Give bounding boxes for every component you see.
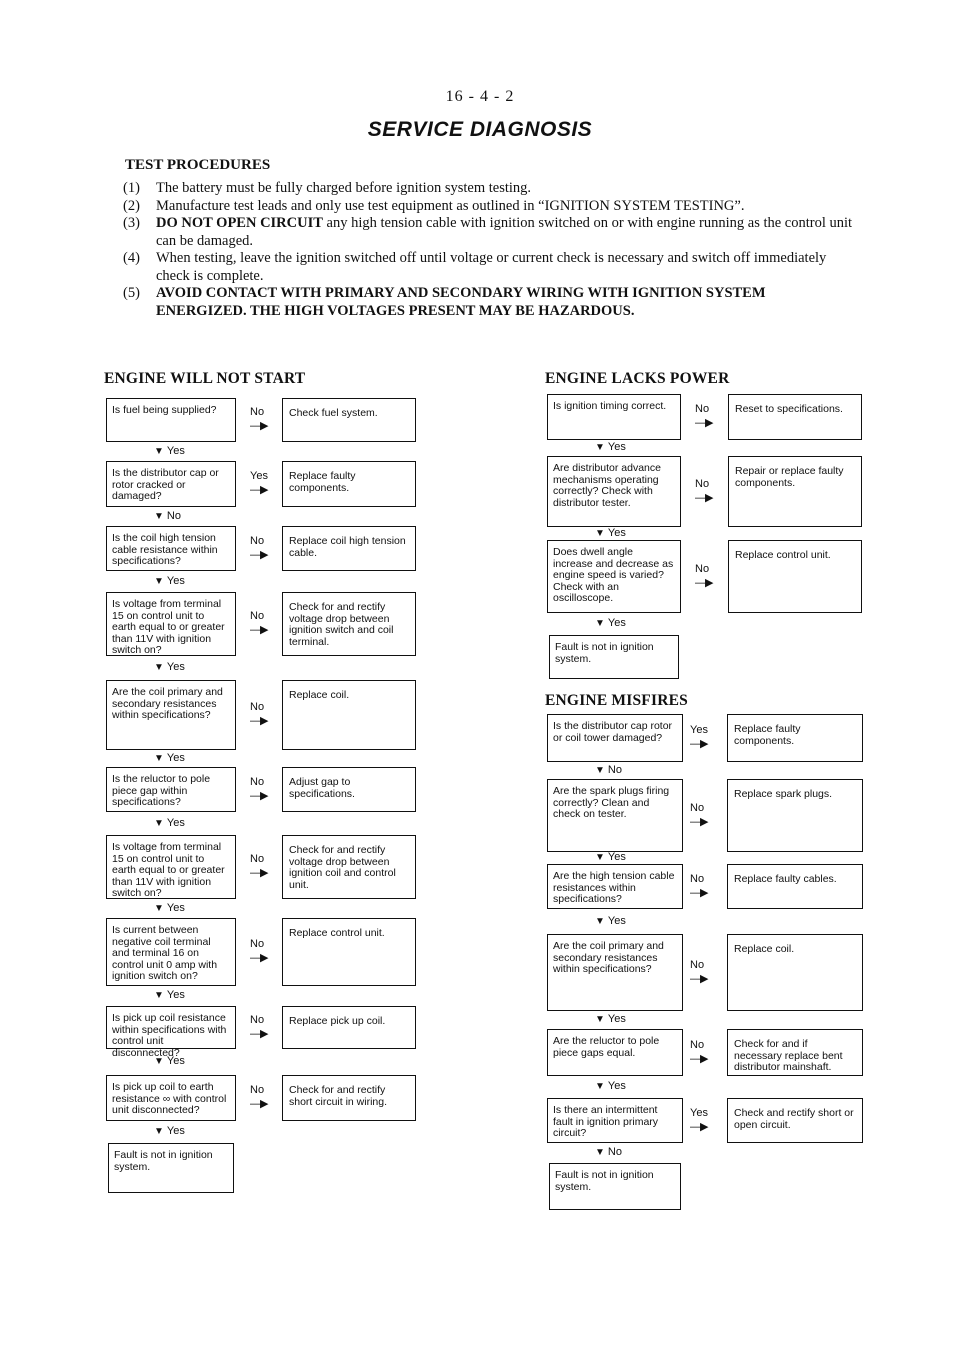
arrow-down-icon: ▼ bbox=[154, 510, 164, 522]
end-box: Fault is not in ignition system. bbox=[108, 1143, 234, 1193]
down-label: Yes bbox=[166, 574, 185, 587]
action-box: Replace faulty components. bbox=[282, 461, 416, 507]
arrow-down-icon: ▼ bbox=[595, 618, 605, 629]
question-box: Is voltage from terminal 15 on control unit to earth equal to or greater than 11V with ignition switch on? bbox=[106, 592, 236, 656]
branch-label: No bbox=[690, 958, 705, 971]
arrow-right-icon: —▶ bbox=[690, 815, 708, 828]
will-not-start-title: ENGINE WILL NOT START bbox=[104, 370, 306, 387]
action-box: Replace coil high tension cable. bbox=[282, 526, 416, 571]
arrow-down-icon: ▼ bbox=[595, 764, 605, 776]
action-box: Replace control unit. bbox=[728, 540, 862, 613]
question-box: Are the coil primary and secondary resistances within specifications? bbox=[547, 934, 683, 1011]
procedure-number: (5) bbox=[123, 285, 140, 301]
action-box: Check and rectify short or open circuit. bbox=[727, 1098, 863, 1143]
procedure-number: (2) bbox=[123, 197, 140, 214]
procedure-number: (1) bbox=[123, 180, 140, 196]
action-box: Check for and rectify short circuit in wiring. bbox=[282, 1075, 416, 1121]
arrow-right-icon: —▶ bbox=[250, 548, 268, 561]
question-box: Is current between negative coil terminal and terminal 16 on control unit 0 amp with ignition switch on? bbox=[106, 918, 236, 986]
action-box: Check for and rectify voltage drop between ignition switch and coil terminal. bbox=[282, 592, 416, 656]
arrow-right-icon: —▶ bbox=[250, 715, 268, 727]
branch-label: No bbox=[695, 403, 710, 415]
branch-label: No bbox=[695, 562, 710, 575]
procedure-bold-text: AVOID CONTACT WITH PRIMARY AND SECONDARY WIRING WITH IGNITION SYSTEM ENERGIZED. THE HIGH VOLTAGES PRESENT MAY BE HAZARDOUS. bbox=[156, 285, 766, 319]
question-box: Is ignition timing correct. bbox=[547, 394, 681, 440]
branch-label: No bbox=[250, 938, 265, 950]
procedure-item bbox=[123, 180, 853, 198]
arrow-down-icon: ▼ bbox=[595, 1081, 605, 1092]
question-box: Are the reluctor to pole piece gaps equal. bbox=[547, 1029, 683, 1076]
down-connector bbox=[595, 617, 626, 630]
down-label: Yes bbox=[607, 1080, 626, 1092]
down-label: Yes bbox=[166, 1125, 185, 1137]
end-box: Fault is not in ignition system. bbox=[549, 1163, 681, 1210]
branch-label: Yes bbox=[250, 470, 268, 482]
branch-label: No bbox=[250, 1084, 265, 1096]
branch-connector bbox=[690, 959, 730, 985]
question-box: Is the coil high tension cable resistance within specifications? bbox=[106, 526, 236, 571]
action-box: Replace faulty components. bbox=[727, 714, 863, 762]
question-box: Is the distributor cap rotor or coil tower damaged? bbox=[547, 714, 683, 762]
down-label: Yes bbox=[607, 441, 626, 453]
arrow-right-icon: —▶ bbox=[690, 738, 708, 750]
down-connector bbox=[595, 851, 626, 864]
down-label: No bbox=[166, 509, 181, 522]
down-label: Yes bbox=[607, 617, 626, 629]
branch-label: No bbox=[250, 701, 265, 713]
procedure-number: (3) bbox=[123, 215, 140, 231]
down-label: Yes bbox=[166, 444, 185, 457]
procedure-text: The battery must be fully charged before ignition system testing. bbox=[156, 180, 532, 196]
action-box: Replace spark plugs. bbox=[727, 779, 863, 852]
question-box: Is the distributor cap or rotor cracked or damaged? bbox=[106, 461, 236, 507]
question-box: Is pick up coil resistance within specifications with control unit disconnected? bbox=[106, 1006, 236, 1049]
arrow-right-icon: —▶ bbox=[695, 576, 713, 589]
procedure-text: When testing, leave the ignition switched off until voltage or current check is necessary and switch off immediately check is complete. bbox=[156, 250, 827, 284]
down-connector bbox=[595, 915, 626, 928]
down-label: Yes bbox=[166, 751, 185, 764]
action-box: Repair or replace faulty components. bbox=[728, 456, 862, 527]
test-procedures-heading: TEST PROCEDURES bbox=[125, 157, 271, 173]
arrow-down-icon: ▼ bbox=[154, 1056, 164, 1067]
procedure-text: Manufacture test leads and only use test equipment as outlined in “IGNITION SYSTEM TESTING”. bbox=[156, 197, 745, 214]
procedure-item bbox=[123, 285, 853, 320]
action-box: Replace pick up coil. bbox=[282, 1006, 416, 1049]
arrow-right-icon: —▶ bbox=[250, 420, 268, 432]
branch-label: No bbox=[250, 534, 265, 547]
arrow-right-icon: —▶ bbox=[250, 484, 268, 496]
action-box: Replace coil. bbox=[282, 680, 416, 750]
branch-connector bbox=[690, 802, 730, 828]
arrow-right-icon: —▶ bbox=[250, 1027, 268, 1040]
action-box: Adjust gap to specifications. bbox=[282, 767, 416, 812]
procedure-item bbox=[123, 215, 853, 250]
action-box: Replace faulty cables. bbox=[727, 864, 863, 909]
arrow-right-icon: —▶ bbox=[690, 1052, 708, 1065]
arrow-right-icon: —▶ bbox=[690, 972, 708, 985]
question-box: Is voltage from terminal 15 on control unit to earth equal to or greater than 11V with ignition switch on? bbox=[106, 835, 236, 899]
arrow-right-icon: —▶ bbox=[250, 867, 268, 879]
procedure-item bbox=[123, 250, 853, 285]
arrow-down-icon: ▼ bbox=[154, 817, 164, 829]
arrow-down-icon: ▼ bbox=[595, 852, 605, 863]
branch-label: No bbox=[250, 610, 265, 622]
branch-label: No bbox=[695, 477, 710, 490]
arrow-right-icon: —▶ bbox=[250, 624, 268, 636]
action-box: Check for and if necessary replace bent distributor mainshaft. bbox=[727, 1029, 863, 1076]
down-connector bbox=[595, 1146, 622, 1159]
down-connector bbox=[154, 445, 185, 458]
question-box: Is the reluctor to pole piece gap within specifications? bbox=[106, 767, 236, 812]
arrow-down-icon: ▼ bbox=[154, 902, 164, 914]
procedure-bold-text: DO NOT OPEN CIRCUIT bbox=[156, 215, 323, 231]
down-connector bbox=[154, 902, 185, 915]
down-label: Yes bbox=[166, 1055, 185, 1067]
procedure-item bbox=[123, 198, 853, 216]
arrow-right-icon: —▶ bbox=[250, 789, 268, 802]
branch-label: No bbox=[250, 406, 265, 418]
branch-label: Yes bbox=[690, 724, 708, 736]
question-box: Is pick up coil to earth resistance ∞ with control unit disconnected? bbox=[106, 1075, 236, 1121]
down-label: Yes bbox=[166, 816, 185, 829]
branch-label: No bbox=[690, 872, 705, 885]
down-label: Yes bbox=[607, 1013, 626, 1025]
down-label: Yes bbox=[607, 914, 626, 927]
arrow-down-icon: ▼ bbox=[154, 445, 164, 457]
arrow-right-icon: —▶ bbox=[690, 886, 708, 899]
arrow-right-icon: —▶ bbox=[250, 1098, 268, 1110]
branch-label: No bbox=[250, 853, 265, 865]
down-label: Yes bbox=[166, 989, 185, 1001]
page-title: SERVICE DIAGNOSIS bbox=[367, 118, 593, 141]
misfires-title: ENGINE MISFIRES bbox=[545, 692, 688, 709]
arrow-right-icon: —▶ bbox=[250, 952, 268, 964]
arrow-down-icon: ▼ bbox=[595, 1147, 605, 1158]
question-box: Are the spark plugs firing correctly? Clean and check on tester. bbox=[547, 779, 683, 852]
down-connector bbox=[154, 661, 185, 674]
branch-label: No bbox=[250, 775, 265, 788]
down-connector bbox=[595, 1013, 626, 1026]
question-box: Are the high tension cable resistances within specifications? bbox=[547, 864, 683, 909]
lacks-power-title: ENGINE LACKS POWER bbox=[545, 370, 730, 387]
down-connector bbox=[154, 817, 185, 830]
arrow-down-icon: ▼ bbox=[154, 752, 164, 764]
arrow-down-icon: ▼ bbox=[154, 662, 164, 673]
branch-connector bbox=[690, 873, 730, 899]
arrow-down-icon: ▼ bbox=[595, 915, 605, 927]
procedure-number: (4) bbox=[123, 250, 140, 266]
down-label: No bbox=[607, 1146, 622, 1158]
branch-label: No bbox=[690, 1038, 705, 1051]
branch-connector bbox=[690, 1039, 730, 1065]
down-connector bbox=[154, 989, 185, 1002]
action-box: Check fuel system. bbox=[282, 398, 416, 442]
question-box: Are distributor advance mechanisms operating correctly? Check with distributor tester. bbox=[547, 456, 681, 527]
arrow-down-icon: ▼ bbox=[595, 527, 605, 539]
question-box: Is fuel being supplied? bbox=[106, 398, 236, 442]
down-label: Yes bbox=[166, 661, 185, 673]
down-connector bbox=[595, 527, 626, 540]
down-label: No bbox=[607, 763, 622, 776]
down-connector bbox=[595, 1080, 626, 1093]
down-connector bbox=[154, 510, 181, 523]
branch-label: No bbox=[250, 1013, 265, 1026]
down-connector bbox=[154, 752, 185, 765]
question-box: Are the coil primary and secondary resistances within specifications? bbox=[106, 680, 236, 750]
arrow-right-icon: —▶ bbox=[695, 417, 713, 429]
down-connector bbox=[154, 1055, 185, 1068]
down-connector bbox=[595, 441, 626, 454]
action-box: Check for and rectify voltage drop between ignition coil and control unit. bbox=[282, 835, 416, 899]
arrow-right-icon: —▶ bbox=[695, 491, 713, 504]
arrow-down-icon: ▼ bbox=[154, 1126, 164, 1137]
arrow-down-icon: ▼ bbox=[595, 442, 605, 453]
action-box: Replace coil. bbox=[727, 934, 863, 1011]
page-number: 16 - 4 - 2 bbox=[445, 88, 515, 105]
branch-label: Yes bbox=[690, 1106, 708, 1119]
test-procedures-list bbox=[123, 180, 853, 320]
arrow-right-icon: —▶ bbox=[690, 1120, 708, 1133]
down-connector bbox=[595, 764, 622, 777]
arrow-down-icon: ▼ bbox=[154, 575, 164, 587]
down-label: Yes bbox=[607, 526, 626, 539]
down-label: Yes bbox=[166, 901, 185, 914]
arrow-down-icon: ▼ bbox=[154, 990, 164, 1001]
action-box: Reset to specifications. bbox=[728, 394, 862, 440]
branch-connector bbox=[690, 724, 730, 750]
down-label: Yes bbox=[607, 851, 626, 863]
branch-label: No bbox=[690, 801, 705, 814]
end-box: Fault is not in ignition system. bbox=[549, 635, 679, 679]
down-connector bbox=[154, 575, 185, 588]
question-box: Does dwell angle increase and decrease as engine speed is varied? Check with an oscilloscope. bbox=[547, 540, 681, 613]
procedure-text: any high tension cable with ignition switched on or with engine running as the control unit can be damaged. bbox=[156, 215, 853, 249]
branch-connector bbox=[690, 1107, 730, 1133]
down-connector bbox=[154, 1125, 185, 1138]
action-box: Replace control unit. bbox=[282, 918, 416, 986]
arrow-down-icon: ▼ bbox=[595, 1014, 605, 1025]
question-box: Is there an intermittent fault in ignition primary circuit? bbox=[547, 1098, 683, 1143]
